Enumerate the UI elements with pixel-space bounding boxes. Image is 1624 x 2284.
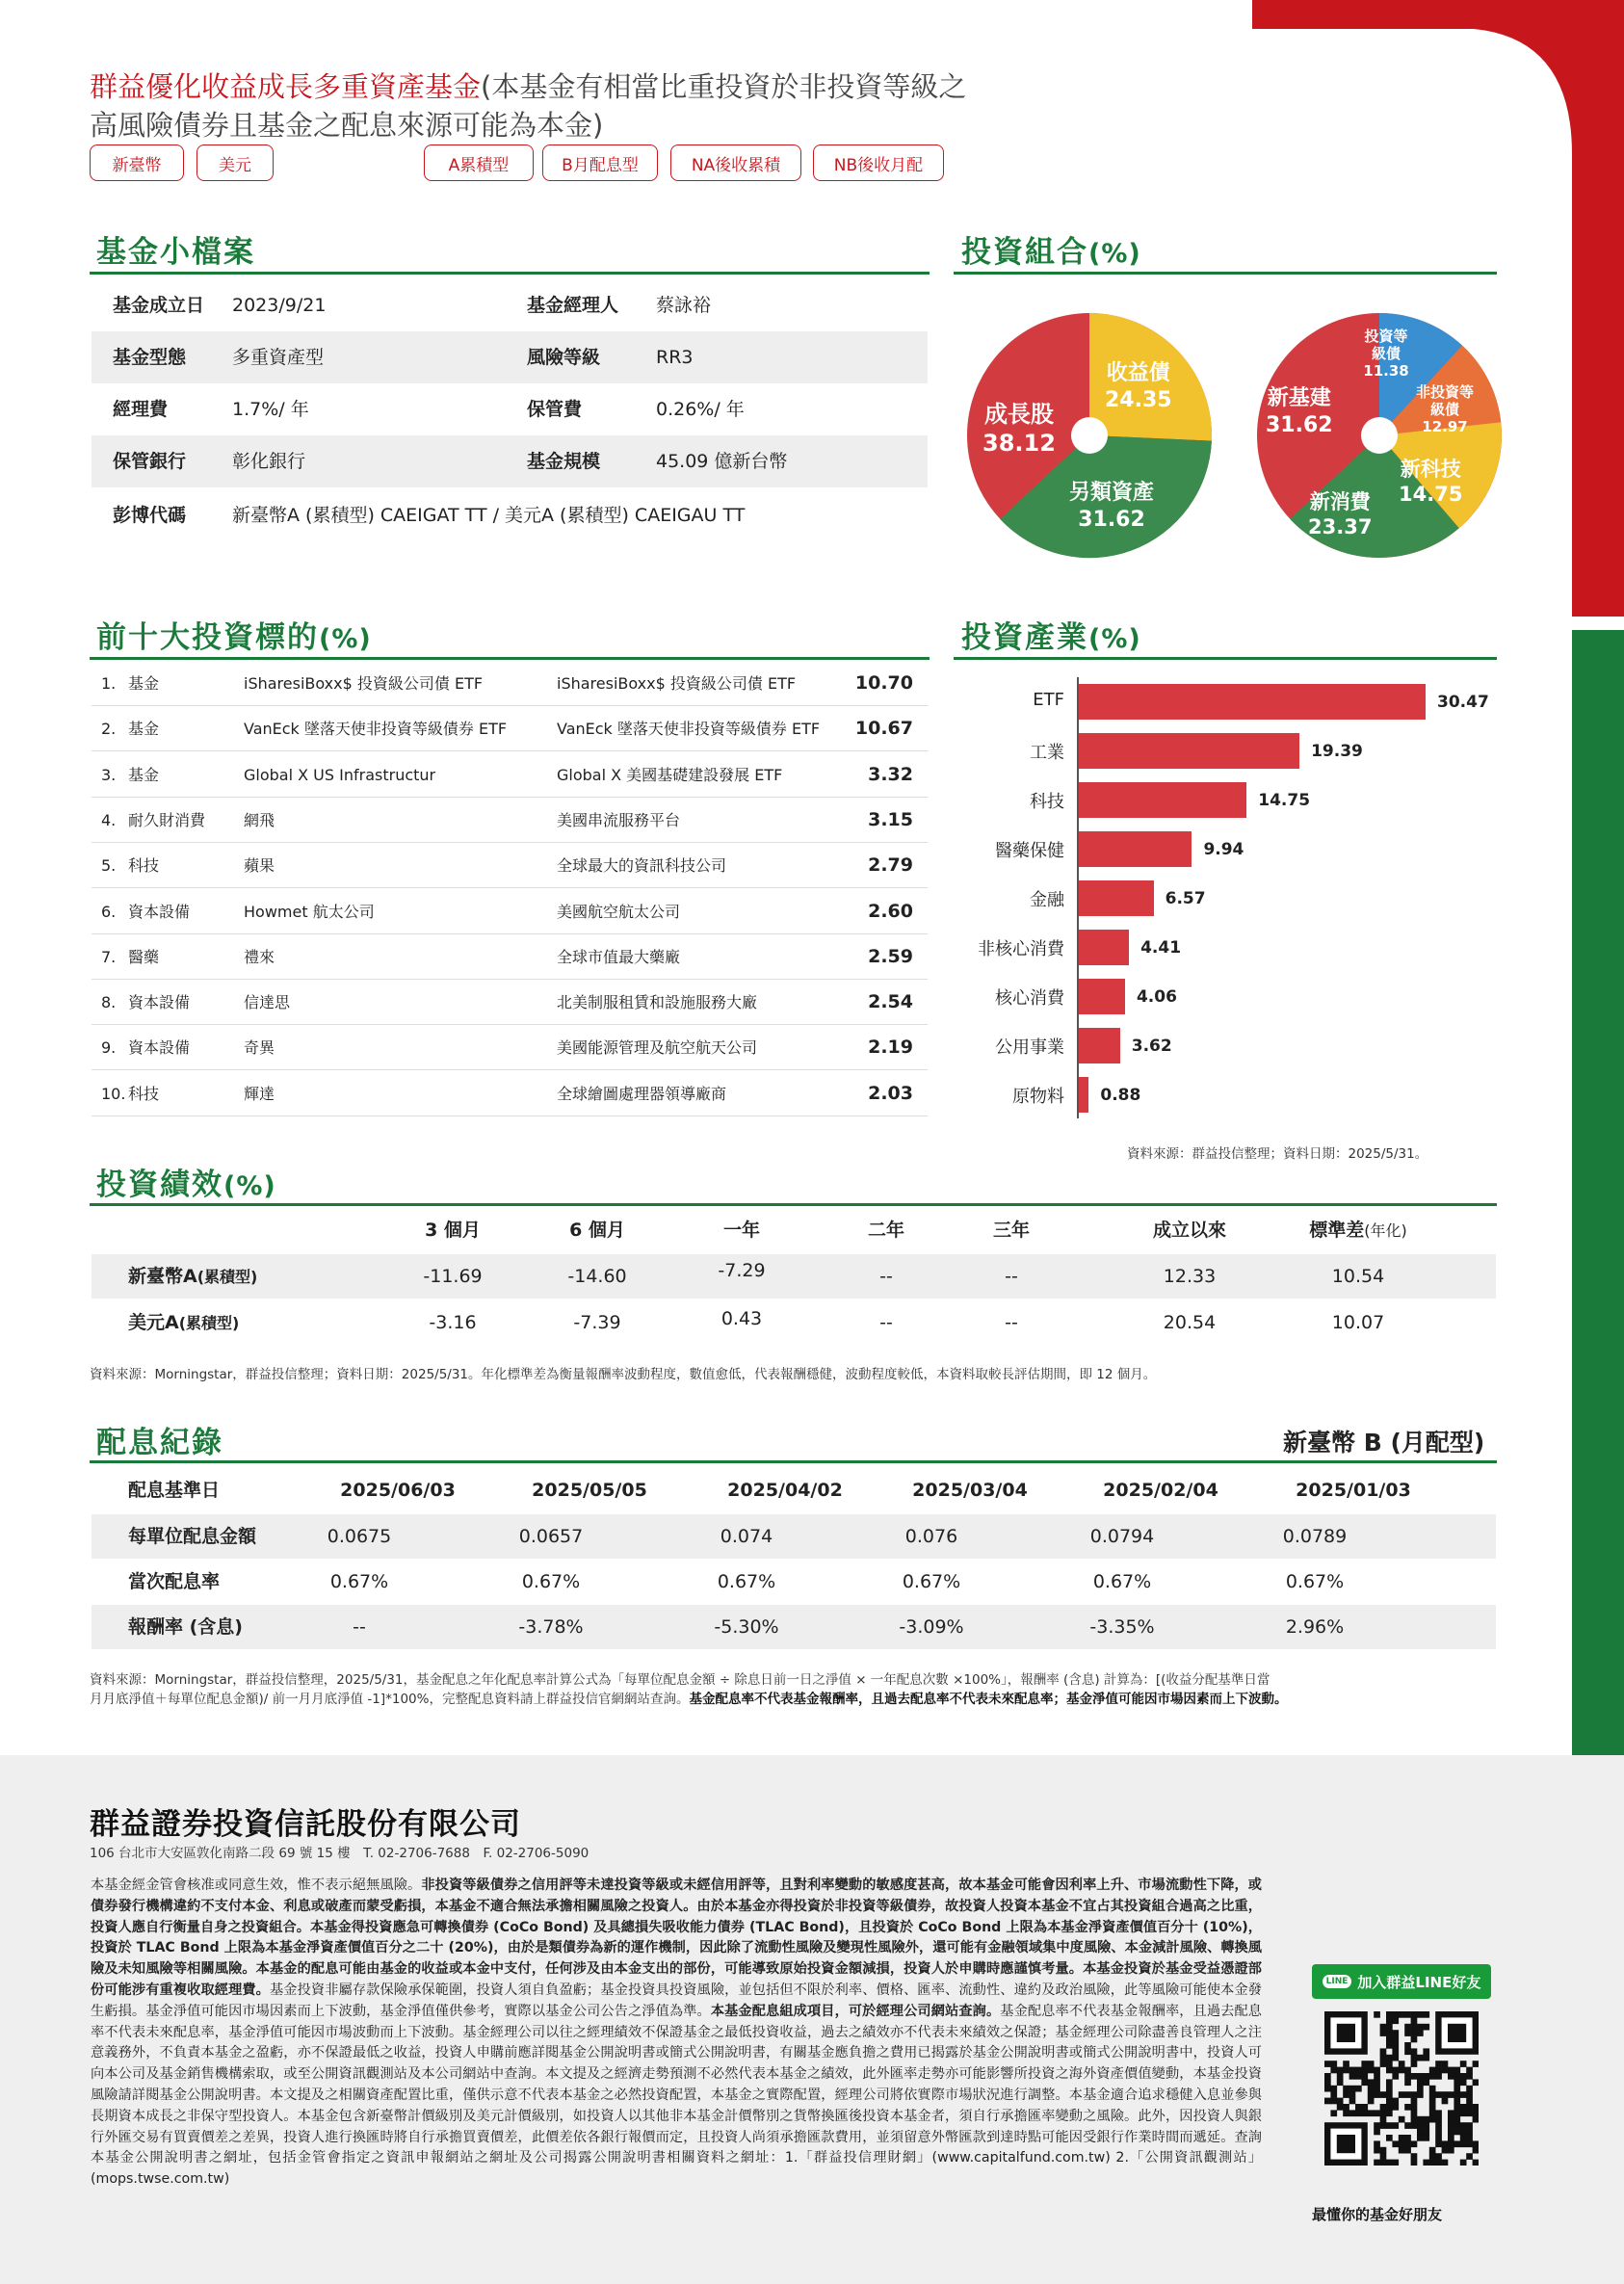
pie2-hole: [1361, 417, 1398, 454]
dividend-cell: --: [353, 1616, 366, 1638]
dividend-cell: 0.0789: [1282, 1526, 1348, 1547]
holding-row: [92, 661, 928, 706]
dividend-source: 資料來源：Morningstar，群益投信整理，2025/5/31，基金配息之年化配息率計算公式為「每單位配息金額 ÷ 除息日前一日之淨值 × 一年配息次數 ×100%」，報酬率 (含息) 計算為：[(收益分配基準日當 月月底淨值＋每單位配息金額)/ 前一月月底淨值 -1]*100%，完整配息資料請上群益投信官網網站查詢。基金配息率不代表基金報酬率，且過去配息率不代表未來配息率；基金淨值可能因市場因素而上下波動。: [90, 1672, 1288, 1707]
disclaimer-segment: 本基金經金管會核准或同意生效，惟不表示絕無風險。: [91, 1877, 422, 1893]
dividend-cell: 0.67%: [521, 1571, 581, 1592]
company-name: 群益證券投資信託股份有限公司: [90, 1807, 521, 1842]
perf-cell: -11.69: [423, 1266, 483, 1287]
holding-sector: 耐久財消費: [128, 810, 206, 829]
tag-usd[interactable]: 美元: [196, 144, 274, 181]
disclaimer-segment: 非投資等級債券之信用評等未達投資等級或未經信用評等，且對利率變動的敏感度甚高，故本基金可能會因利率上升、市場流動性下降，或債券發行機構違約不支付本金、利息或破產而蒙受虧損，本基金不適合無法承擔相關風險之投資人。由於本基金亦得投資於非投資等級債券，故投資人投資本基金不宜占其投資組合過高之比重，投資人應自行衡量自身之投資組合。本基金得投資應急可轉換債券 (CoCo Bond) 及具總損失吸收能力債券 (TLAC Bond)，且投資於 CoCo Bond 上限為本基金淨資產價值百分十 (10%)，投資於 TLAC Bond 上限為本基金淨資產價值百分之二十 (20%)，由於是類債券為新的運作機制，因此除了流動性風險及變現性風險外，還可能有金融領域集中度風險、本金減計風險、轉換風險及未知風險等相關風險。本基金的配息可能由基金的收益或本金中支付，任何涉及由本金支出的部份，可能導致原始投資金額減損，投資人於申購時應謹慎考量。本基金投資於基金受益憑證部份可能涉有重複收取經理費。: [91, 1877, 1262, 1998]
dividend-cell: 0.67%: [902, 1571, 961, 1592]
holding-no: 3.: [101, 765, 117, 784]
holding-sector: 基金: [128, 720, 160, 739]
holding-name: 輝達: [244, 1084, 275, 1103]
perf-cell: --: [879, 1312, 893, 1333]
dividend-date: 2025/02/04: [1103, 1480, 1218, 1501]
tag-b-monthly[interactable]: B月配息型: [542, 144, 658, 181]
perf-cell: 20.54: [1163, 1312, 1217, 1333]
dividend-cell: 0.0675: [327, 1526, 392, 1547]
pie1-label-alt: 另類資產 31.62: [1069, 481, 1155, 532]
profile-row-bloomberg: [92, 489, 928, 541]
industry-bar-label: 核心消費: [995, 988, 1064, 1009]
industry-bar: [1079, 979, 1125, 1014]
fund-note-1: (本基金有相當比重投資於非投資等級之: [481, 70, 967, 103]
profile-value: 多重資產型: [232, 347, 325, 368]
industry-rule: [954, 657, 1497, 660]
bloomberg-value: 新臺幣A (累積型) CAEIGAT TT / 美元A (累積型) CAEIGAU TT: [232, 505, 746, 526]
holding-desc: VanEck 墜落天使非投資等級債券 ETF: [557, 720, 821, 739]
industry-bar: [1079, 930, 1129, 965]
pie2-label-consumer: 新消費 23.37: [1308, 490, 1373, 539]
perf-row-label: 美元A(累積型): [128, 1312, 240, 1333]
tag-a-acc[interactable]: A累積型: [424, 144, 534, 181]
qr-code-icon[interactable]: [1324, 2011, 1479, 2166]
fund-title: [90, 67, 1072, 144]
industry-bar-value: 4.06: [1136, 987, 1177, 1007]
industry-bar-label: 工業: [1030, 743, 1064, 763]
industry-bar: [1079, 831, 1192, 867]
performance-source: 資料來源：Morningstar，群益投信整理；資料日期：2025/5/31。年化標準差為衡量報酬率波動程度，數值愈低，代表報酬穩健，波動程度較低，本資料取較長評估期間，即 12 個月。: [90, 1367, 1157, 1382]
holding-row: [92, 889, 928, 934]
profile-value: RR3: [656, 347, 694, 368]
perf-col-2y: 二年: [867, 1220, 904, 1241]
holding-weight: 2.03: [868, 1082, 913, 1104]
industry-bar: [1079, 684, 1426, 720]
performance-header: [92, 1208, 1496, 1252]
industry-bar-value: 3.62: [1131, 1037, 1172, 1056]
holding-name: iSharesiBoxx$ 投資級公司債 ETF: [244, 674, 484, 693]
perf-col-6m: 6 個月: [569, 1220, 625, 1241]
holding-desc: iSharesiBoxx$ 投資級公司債 ETF: [557, 674, 797, 693]
disclaimer-segment: 基金配息率不代表基金報酬率，且過去配息率不代表未來配息率，基金淨值可能因市場波動而上下波動。基金經理公司以往之經理績效不保證基金之最低投資收益，過去之績效亦不代表未來績效之保證；基金經理公司除盡善良管理人之注意義務外，不負責本基金之盈虧，亦不保證最低之收益，投資人申購前應詳閱基金公開說明書或簡式公開說明書，有關基金應負擔之費用已揭露於基金公開說明書或簡式公開說明書中，投資人可向本公司及基金銷售機構索取，或至公開資訊觀測站及本公司網站中查詢。本文提及之經濟走勢預測不必然代表本基金之績效，此外匯率走勢亦可能影響所投資之海外資產價值變動，本基金投資風險請詳閱基金公開說明書。本文提及之相關資產配置比重，僅供示意不代表本基金之必然投資配置，本基金之實際配置，經理公司將依實際市場狀況進行調整。本基金適合追求穩健入息並參與長期資本成長之非保守型投資人。本基金包含新臺幣計價級別及美元計價級別，如投資人以其他非本基金計價幣別之貨幣換匯後投資本基金者，須自行承擔匯率變動之風險。此外，因投資人與銀行外匯交易有買賣價差之差異，投資人進行換匯時將自行承擔買賣價差，此價差依各銀行報價而定，且投資人尚須承擔匯款費用，並須留意外幣匯款到達時點可能因受銀行作業時間而遞延。查詢本基金公開說明書之網址，包括金管會指定之資訊申報網站之網址及公司揭露公開說明書相關資料之網址：1.「群益投信理財網」(www.capitalfund.com.tw) 2.「公開資訊觀測站」(mops.twse.com.tw): [91, 2003, 1262, 2188]
perf-cell: 10.07: [1331, 1312, 1385, 1333]
holding-sector: 基金: [128, 765, 160, 784]
holding-no: 7.: [101, 947, 117, 966]
holding-weight: 2.79: [868, 854, 913, 877]
dividend-cell: 0.074: [720, 1526, 773, 1547]
industry-bar-value: 14.75: [1258, 791, 1311, 810]
industry-title: 投資產業(%): [961, 620, 1141, 655]
holding-no: 4.: [101, 810, 117, 829]
holding-desc: 北美制服租賃和設施服務大廠: [557, 993, 758, 1012]
holding-name: 信達思: [244, 993, 291, 1012]
holding-row: [92, 706, 928, 751]
industry-bar-value: 9.94: [1203, 840, 1244, 859]
holding-sector: 資本設備: [128, 902, 191, 921]
perf-cell: -3.16: [429, 1312, 477, 1333]
perf-col-1y: 一年: [722, 1220, 760, 1241]
industry-bar: [1079, 782, 1246, 818]
profile-label: 基金經理人: [527, 295, 619, 316]
industry-bar-label: 原物料: [1012, 1087, 1064, 1107]
dividend-cell: 0.0657: [518, 1526, 584, 1547]
dividend-cell: 0.67%: [1092, 1571, 1152, 1592]
profile-label: 保管銀行: [113, 451, 187, 472]
line-badge[interactable]: [1312, 1964, 1491, 1999]
slogan: 最懂你的基金好朋友: [1312, 2206, 1443, 2223]
holding-sector: 資本設備: [128, 993, 191, 1012]
holding-sector: 科技: [128, 856, 160, 876]
profile-row-3: [92, 383, 928, 435]
profile-value: 2023/9/21: [232, 295, 327, 316]
dividend-rule: [90, 1460, 1497, 1463]
holding-desc: 全球市值最大藥廠: [557, 947, 681, 966]
dividend-row-label: 報酬率 (含息): [128, 1616, 243, 1638]
industry-bar-label: ETF: [1033, 690, 1064, 710]
holding-name: 禮來: [244, 947, 275, 966]
dividend-date: 2025/04/02: [727, 1480, 843, 1501]
profile-row-4: [92, 435, 928, 487]
holding-row: [92, 1025, 928, 1070]
tag-twd[interactable]: 新臺幣: [90, 144, 184, 181]
industry-bar-value: 6.57: [1165, 889, 1206, 908]
pie2-label-ig: 投資等級債 11.38: [1363, 328, 1409, 380]
holding-desc: 美國串流服務平台: [557, 810, 681, 829]
dividend-header-label: 配息基準日: [128, 1480, 221, 1501]
perf-col-inception: 成立以來: [1152, 1220, 1226, 1241]
perf-cell: -7.29: [718, 1260, 766, 1281]
holding-name: 奇異: [244, 1038, 275, 1058]
industry-bar-label: 非核心消費: [978, 939, 1064, 959]
dividend-row: [92, 1560, 1496, 1604]
holding-weight: 2.60: [868, 900, 913, 922]
perf-cell: 0.43: [720, 1308, 763, 1329]
profile-value: 彰化銀行: [232, 451, 306, 472]
dividend-cell: -3.35%: [1089, 1616, 1155, 1638]
pie1-hole: [1071, 417, 1108, 454]
dividend-title: 配息紀錄: [96, 1426, 223, 1460]
holdings-rule: [90, 657, 930, 660]
holding-name: Howmet 航太公司: [244, 902, 375, 921]
perf-cell: -7.39: [573, 1312, 621, 1333]
dividend-date: 2025/06/03: [340, 1480, 456, 1501]
holding-sector: 科技: [128, 1084, 160, 1103]
industry-bar: [1079, 880, 1154, 916]
dividend-date: 2025/03/04: [912, 1480, 1028, 1501]
disclaimer-segment: 本基金配息組成項目，可於經理公司網站查詢。: [710, 2003, 1001, 2019]
profile-value: 蔡詠裕: [656, 295, 712, 316]
profile-value: 0.26%/ 年: [656, 399, 745, 420]
dividend-cell: 0.67%: [1285, 1571, 1345, 1592]
dividend-cell: 0.076: [904, 1526, 958, 1547]
holding-sector: 醫藥: [128, 947, 160, 966]
tag-na[interactable]: NA後收累積: [670, 144, 801, 181]
dividend-cell: 2.96%: [1285, 1616, 1345, 1638]
holding-no: 1.: [101, 674, 117, 693]
perf-cell: 10.54: [1331, 1266, 1385, 1287]
profile-label: 基金型態: [113, 347, 187, 368]
disclaimer-segment: 基金投資非屬存款保險承保範圍，投資人須自負盈虧；基金投資具投資風險，並包括但不限於利率、價格、匯率、流動性、違約及政治風險，此等風險可能使本金發生虧損。基金淨值可能因市場因素而上下波動，基金淨值僅供參考，實際以基金公司公告之淨值為準。: [91, 1982, 1262, 2019]
perf-col-3m: 3 個月: [425, 1220, 481, 1241]
portfolio-title: 投資組合(%): [961, 235, 1141, 270]
holding-sector: 基金: [128, 674, 160, 693]
dividend-cell: -5.30%: [714, 1616, 779, 1638]
holding-no: 2.: [101, 720, 117, 739]
performance-rule: [90, 1203, 1497, 1206]
pie2-label-hy: 非投資等級債 12.97: [1416, 383, 1475, 435]
perf-col-std: 標準差(年化): [1309, 1220, 1407, 1241]
industry-bar: [1079, 1077, 1088, 1113]
holding-name: 網飛: [244, 810, 275, 829]
holding-desc: 美國航空航太公司: [557, 902, 681, 921]
profile-label: 基金成立日: [113, 295, 205, 316]
industry-bar: [1079, 1028, 1120, 1063]
fund-note-2: 高風險債券且基金之配息來源可能為本金): [90, 109, 604, 142]
holding-weight: 10.67: [854, 718, 913, 740]
dividend-cell: 0.67%: [717, 1571, 776, 1592]
dividend-cell: -3.78%: [518, 1616, 584, 1638]
profile-label: 風險等級: [527, 347, 601, 368]
disclaimer: [91, 1876, 1262, 2191]
holding-sector: 資本設備: [128, 1038, 191, 1058]
industry-bar-value: 0.88: [1100, 1086, 1141, 1105]
bloomberg-label: 彭博代碼: [113, 505, 187, 526]
industry-bar-value: 30.47: [1437, 693, 1489, 712]
holding-no: 9.: [101, 1038, 117, 1058]
profile-label: 基金規模: [527, 451, 601, 472]
holding-name: Global X US Infrastructur: [244, 765, 436, 784]
industry-bar-value: 4.41: [1140, 938, 1182, 958]
performance-title: 投資績效(%): [96, 1168, 276, 1202]
industry-bar-value: 19.39: [1311, 742, 1363, 761]
holding-no: 8.: [101, 993, 117, 1012]
dividend-cell: 0.67%: [329, 1571, 389, 1592]
profile-value: 1.7%/ 年: [232, 399, 309, 420]
dividend-header: [92, 1468, 1496, 1512]
holding-no: 5.: [101, 856, 117, 876]
industry-bar-label: 科技: [1030, 792, 1064, 812]
pie2-label-tech: 新科技 14.75: [1399, 458, 1463, 507]
holding-row: [92, 1071, 928, 1116]
holding-no: 10.: [101, 1084, 126, 1103]
profile-label: 保管費: [527, 399, 583, 420]
portfolio-rule: [954, 272, 1497, 275]
holding-weight: 2.54: [868, 991, 913, 1013]
company-address: 106 台北市大安區敦化南路二段 69 號 15 樓 T. 02-2706-7688 F. 02-2706-5090: [90, 1846, 589, 1861]
profile-rule: [90, 272, 930, 275]
holding-row: [92, 798, 928, 843]
fund-name: 群益優化收益成長多重資產基金: [90, 70, 482, 103]
profile-title: 基金小檔案: [96, 235, 255, 270]
holding-name: 蘋果: [244, 856, 275, 876]
holding-weight: 10.70: [854, 672, 913, 694]
holdings-title: 前十大投資標的(%): [96, 620, 372, 655]
holding-row: [92, 843, 928, 888]
dividend-row: [92, 1605, 1496, 1649]
holding-desc: 全球最大的資訊科技公司: [557, 856, 727, 876]
pie1-label-income: 收益債 24.35: [1105, 361, 1172, 412]
perf-cell: --: [1005, 1266, 1018, 1287]
industry-bar: [1079, 733, 1299, 769]
dividend-cell: -3.09%: [899, 1616, 964, 1638]
line-badge-label: 加入群益LINE好友: [1357, 1973, 1481, 1991]
line-icon: LINE: [1323, 1975, 1352, 1988]
profile-value: 45.09 億新台幣: [656, 451, 788, 472]
industry-bar-label: 金融: [1030, 890, 1064, 910]
holding-desc: 全球繪圖處理器領導廠商: [557, 1084, 727, 1103]
industry-bar-label: 公用事業: [995, 1037, 1064, 1058]
pie1-label-growth: 成長股 38.12: [982, 401, 1056, 457]
holding-name: VanEck 墜落天使非投資等級債券 ETF: [244, 720, 508, 739]
holding-desc: 美國能源管理及航空航天公司: [557, 1038, 758, 1058]
industry-bar-label: 醫藥保健: [995, 841, 1064, 861]
perf-cell: --: [879, 1266, 893, 1287]
dividend-date: 2025/05/05: [532, 1480, 647, 1501]
perf-cell: -14.60: [567, 1266, 627, 1287]
profile-label: 經理費: [113, 399, 169, 420]
industry-source: 資料來源：群益投信整理；資料日期：2025/5/31。: [1127, 1146, 1428, 1162]
holding-weight: 2.19: [868, 1037, 913, 1059]
profile-row-1: [92, 279, 928, 331]
dividend-class-label: 新臺幣 B (月配型): [1283, 1429, 1485, 1457]
holding-row: [92, 934, 928, 980]
perf-cell: 12.33: [1163, 1266, 1217, 1287]
perf-row-twd: [92, 1254, 1496, 1299]
holding-weight: 3.15: [868, 808, 913, 830]
pie2-label-infra: 新基建 31.62: [1266, 386, 1333, 437]
dividend-row: [92, 1514, 1496, 1559]
holding-no: 6.: [101, 902, 117, 921]
perf-cell: --: [1005, 1312, 1018, 1333]
dividend-row-label: 當次配息率: [128, 1571, 221, 1592]
holding-weight: 3.32: [868, 763, 913, 785]
perf-row-usd: [92, 1300, 1496, 1345]
holding-desc: Global X 美國基礎建設發展 ETF: [557, 765, 783, 784]
tag-nb[interactable]: NB後收月配: [813, 144, 944, 181]
holding-row: [92, 752, 928, 798]
perf-row-label: 新臺幣A(累積型): [128, 1266, 258, 1287]
perf-col-3y: 三年: [992, 1220, 1030, 1241]
holding-row: [92, 980, 928, 1025]
profile-row-2: [92, 331, 928, 383]
dividend-cell: 0.0794: [1089, 1526, 1155, 1547]
dividend-row-label: 每單位配息金額: [128, 1526, 257, 1547]
holding-weight: 2.59: [868, 945, 913, 967]
dividend-date: 2025/01/03: [1296, 1480, 1411, 1501]
